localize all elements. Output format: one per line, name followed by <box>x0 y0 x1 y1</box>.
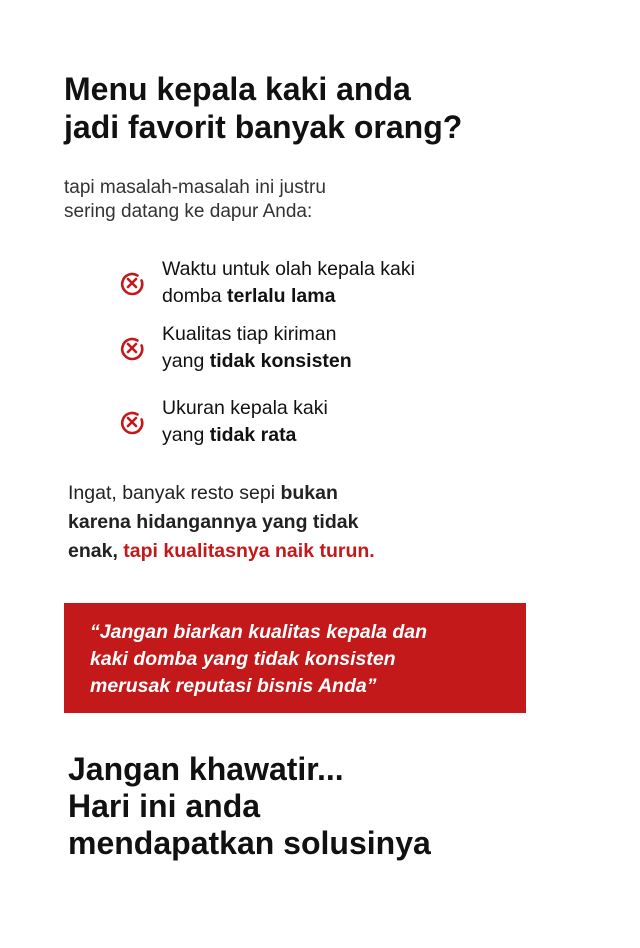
problem-emphasis: tidak konsisten <box>209 350 352 372</box>
problem-item-time <box>118 256 578 310</box>
reminder-highlight: tapi kualitasnya naik turun. <box>117 540 375 562</box>
problem-line-1: Waktu untuk olah kepala kaki <box>162 258 415 280</box>
closing-line-1: Jangan khawatir... <box>68 751 344 787</box>
problem-item-consistency <box>118 321 578 375</box>
problem-line-2 <box>162 283 415 310</box>
problem-text <box>162 395 328 449</box>
reminder-line-1-bold: bukan <box>280 482 338 504</box>
x-circle-icon <box>118 334 146 362</box>
quote-line-2: kaki domba yang tidak konsisten <box>90 648 396 670</box>
reminder-line-3-bold: enak, <box>68 540 118 562</box>
problem-line-2 <box>162 422 328 449</box>
problem-prefix: domba <box>162 285 228 307</box>
intro-line-1: tapi masalah-masalah ini justru <box>64 177 326 198</box>
problem-line-1: Ukuran kepala kaki <box>162 397 328 419</box>
quote-line-1: “Jangan biarkan kualitas kepala dan <box>90 621 428 643</box>
quote-line-3: merusak reputasi bisnis Anda” <box>90 675 377 697</box>
quote-box <box>64 603 526 713</box>
problem-line-1: Kualitas tiap kiriman <box>162 323 337 345</box>
closing-line-3: mendapatkan solusinya <box>68 825 431 861</box>
reminder-line-2-bold: karena hidangannya yang tidak <box>68 511 359 533</box>
headline-line-2: jadi favorit banyak orang? <box>64 109 463 145</box>
intro-line-2: sering datang ke dapur Anda: <box>64 201 313 222</box>
problem-text <box>162 256 415 310</box>
problem-text <box>162 321 352 375</box>
problem-prefix: yang <box>162 350 210 372</box>
closing-headline <box>68 751 628 862</box>
closing-line-2: Hari ini anda <box>68 788 261 824</box>
problem-item-size <box>118 395 578 449</box>
x-circle-icon <box>118 269 146 297</box>
problem-prefix: yang <box>162 424 210 446</box>
problem-emphasis: tidak rata <box>209 424 297 446</box>
x-circle-icon <box>118 408 146 436</box>
intro-text <box>64 176 584 224</box>
reminder-text <box>68 479 488 566</box>
headline-line-1: Menu kepala kaki anda <box>64 71 411 107</box>
problem-line-2 <box>162 348 352 375</box>
reminder-line-1-normal: Ingat, banyak resto sepi <box>68 482 281 504</box>
headline <box>64 70 624 146</box>
problem-emphasis: terlalu lama <box>227 285 336 307</box>
